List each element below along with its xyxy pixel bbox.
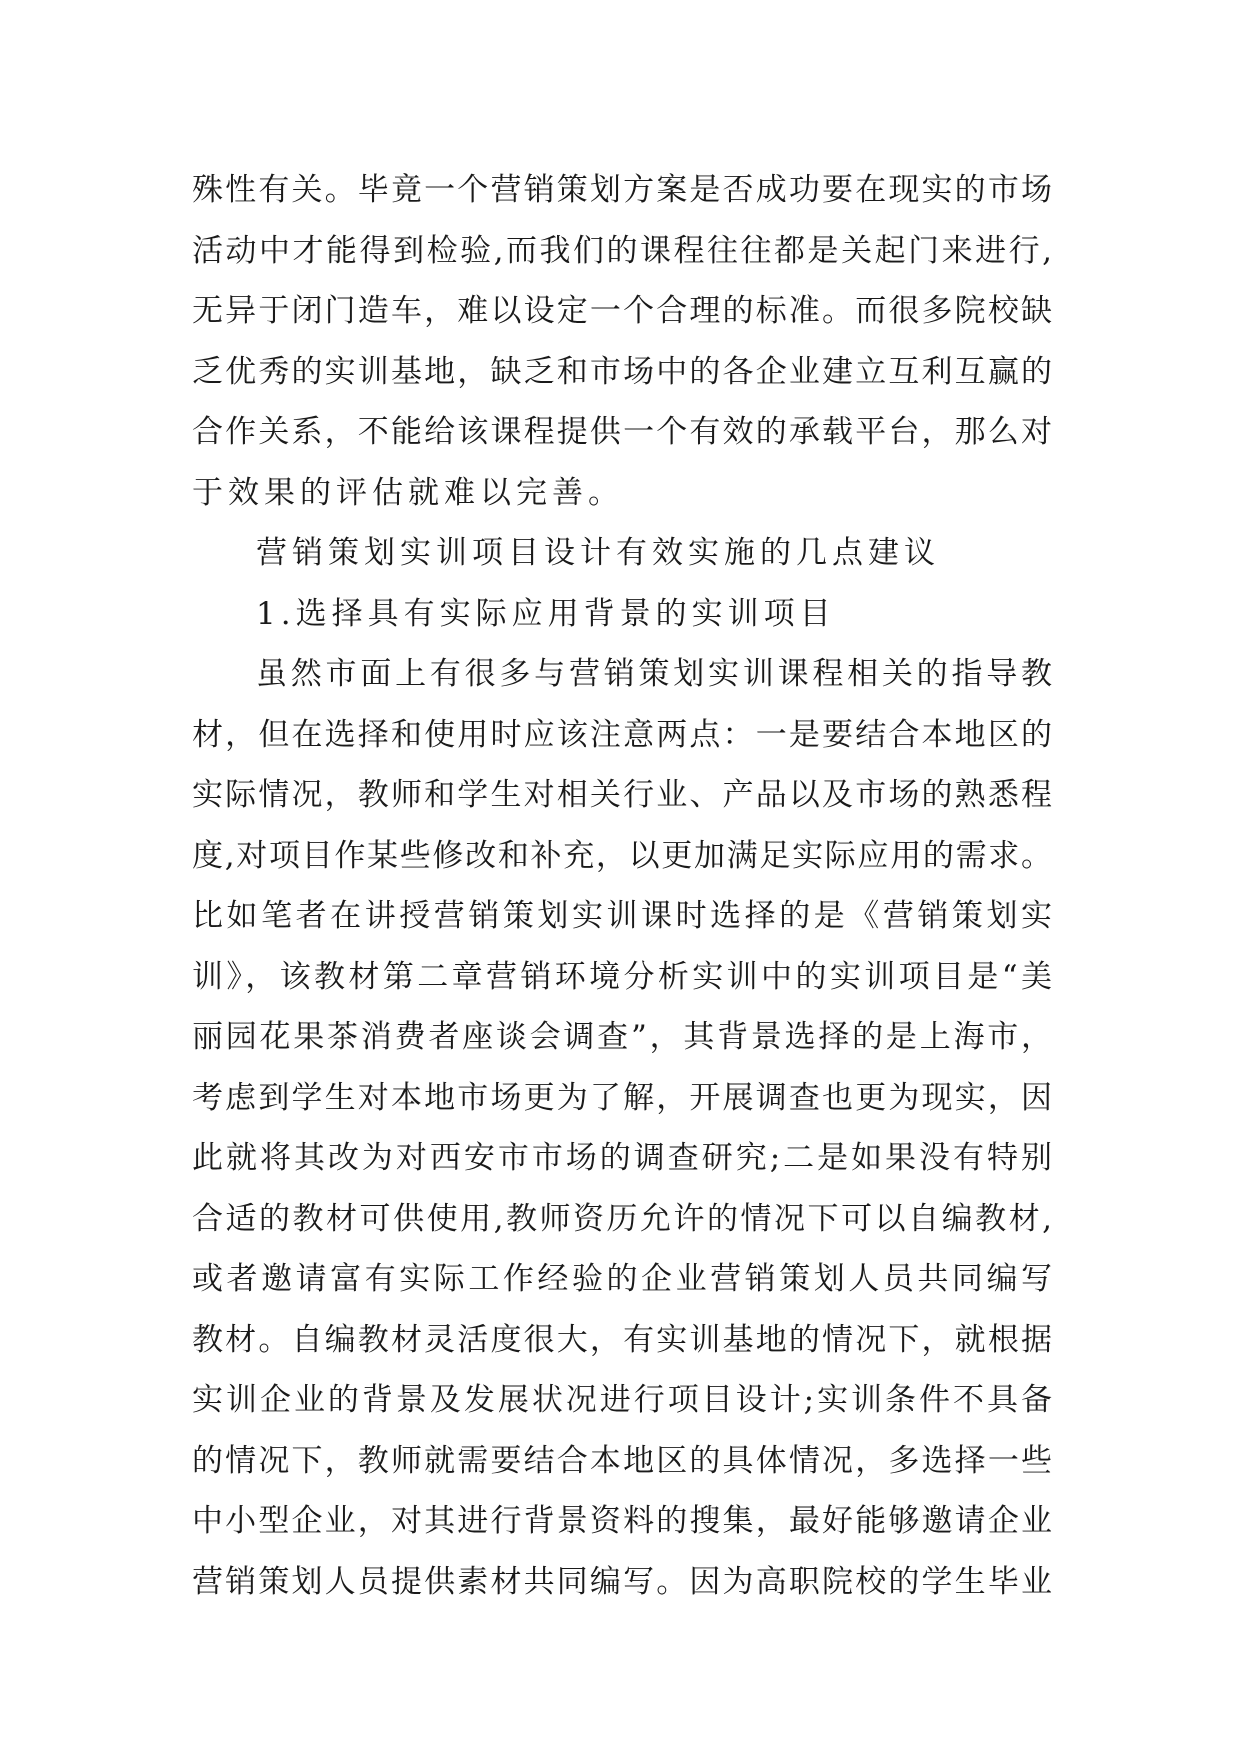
text-line-22: 的情况下，教师就需要结合本地区的具体情况，多选择一些: [192, 1442, 1052, 1479]
text-line-4: 乏优秀的实训基地，缺乏和市场中的各企业建立互利互赢的: [192, 353, 1052, 390]
text-line-18: 合适的教材可供使用,教师资历允许的情况下可以自编教材,: [192, 1200, 1052, 1237]
text-line-24: 营销策划人员提供素材共同编写。因为高职院校的学生毕业: [192, 1563, 1052, 1600]
text-line-10: 材，但在选择和使用时应该注意两点：一是要结合本地区的: [192, 716, 1052, 753]
text-line-13: 比如笔者在讲授营销策划实训课时选择的是《营销策划实: [192, 898, 1052, 934]
text-line-3: 无异于闭门造车，难以设定一个合理的标准。而很多院校缺: [192, 293, 1052, 329]
text-line-16: 考虑到学生对本地市场更为了解，开展调查也更为现实，因: [192, 1079, 1052, 1116]
body-text: [192, 160, 1052, 1612]
text-line-14: 训》，该教材第二章营销环境分析实训中的实训项目是“美: [192, 958, 1052, 995]
text-line-1: 殊性有关。毕竟一个营销策划方案是否成功要在现实的市场: [192, 172, 1052, 208]
text-line-11: 实际情况，教师和学生对相关行业、产品以及市场的熟悉程: [192, 777, 1052, 813]
text-line-9: 虽然市面上有很多与营销策划实训课程相关的指导教: [256, 656, 1052, 692]
text-line-6: 于效果的评估就难以完善。: [192, 474, 624, 511]
text-line-21: 实训企业的背景及发展状况进行项目设计;实训条件不具备: [192, 1382, 1052, 1418]
text-line-23: 中小型企业，对其进行背景资料的搜集，最好能够邀请企业: [192, 1503, 1052, 1539]
text-line-5: 合作关系，不能给该课程提供一个有效的承载平台，那么对: [192, 414, 1052, 450]
text-line-19: 或者邀请富有实际工作经验的企业营销策划人员共同编写: [192, 1261, 1052, 1297]
text-line-2: 活动中才能得到检验,而我们的课程往往都是关起门来进行,: [192, 232, 1052, 269]
text-line-12: 度,对项目作某些修改和补充，以更加满足实际应用的需求。: [192, 837, 1052, 874]
text-line-20: 教材。自编教材灵活度很大，有实训基地的情况下，就根据: [192, 1321, 1052, 1358]
text-line-15: 丽园花果茶消费者座谈会调查”，其背景选择的是上海市，: [192, 1019, 1052, 1055]
section-heading: 营销策划实训项目设计有效实施的几点建议: [256, 535, 940, 571]
text-line-17: 此就将其改为对西安市市场的调查研究;二是如果没有特别: [192, 1140, 1052, 1176]
subsection-heading: 1.选择具有实际应用背景的实训项目: [256, 595, 836, 632]
